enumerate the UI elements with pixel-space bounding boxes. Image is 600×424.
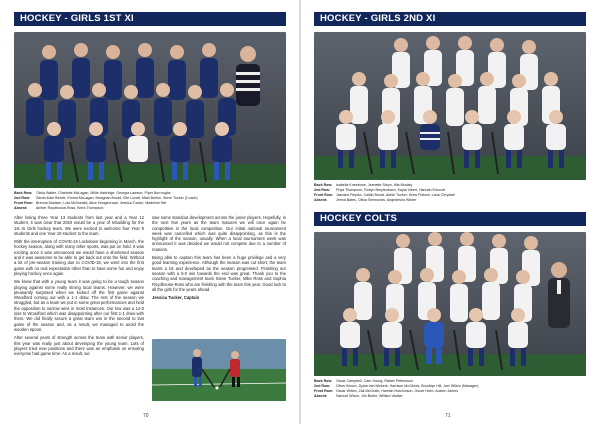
roster-row: 2nd Row: Oliver Brown, Dylan van Niekerk, Harrison McGinnis, Brooklyn Hill, Joel Wilton (Manager) [314,384,479,388]
article-column-1 [14,215,144,359]
page-right [301,0,600,424]
roster-hockey-colts [314,379,586,399]
page-number-right: 71 [445,413,451,419]
roster-row: Back Row: Isabella Kneebone, Jeanette Steyn, Mia Mudaly [314,183,413,187]
roster-girls-1st-xi [14,191,286,211]
title-hockey-colts: HOCKEY COLTS [314,212,586,226]
roster-row: Front Row: Oscar Wilton, Zak McGrath, Hamish Hutchinson, Oscar Holm, Austen James [314,389,459,393]
team-photo-girls-1st-xi [14,32,286,188]
paragraph: We knew that with a young team it was going to be a tough season playing against some really strong local teams. However, we were pleasantly surprised when we kicked off the first game against Woodford coming out with a 1-1 draw. The rest of the season we struggled, but as a team we put in some great performances and held the opposition to narrow wins in most instances. Our low was a 12-0 loss to Woodford which was disappointing after our first 1-1 draw with them. We did finally secure a great team win in the second to last game of the season and, as a result, we managed to avoid the wooden spoon. [14,279,144,332]
paragraph: After several years of strength across the team with senior players, this year was really just about developing the young team. Lots of players tried new positions and there was an emphasis on ensuring everyone had game time. As a result, we [14,335,144,357]
roster-row: Absent: Amber Roydhouse-Ross, Kiera Thompson [14,206,104,210]
page-number-left: 70 [143,413,149,419]
roster-row: 2nd Row: Sarah-Kate Birkett, Emma McLagan, Meaghan Broad, Elle Lovatt, Miah Bolton, Steve Tucker (Coach) [14,196,198,200]
roster-row: Absent: Samuel Wixon, Jim Butler, William Vautier [314,394,403,398]
paragraph: Being able to captain this team has been a huge privilege and a very good learning experience. Although the season was cut short, the team learnt a lot and developed as the season progressed. Finishing our season with a 5-0 win towards the end was great. Thank you to the coaching and management team Steve Tucker, Mike Ross and Sophia Roydhouse-Ross who are finishing with the team this year. Good luck to all the girls for the years ahead. [152,255,286,292]
team-photo-hockey-colts [314,232,586,376]
roster-row: Back Row: Oscar Campbell, Cam Young, Rafael Pettersson [314,379,413,383]
roster-row: Front Row: Jasmine Repiso, Caitlin Broad, Abbie Tucker, Drew Pollock, Lana Chrystall [314,193,455,197]
roster-girls-2nd-xi [314,183,586,203]
roster-row: Absent: Jenna Bates, Olivia Simmonds, Angedesha Winter [314,198,417,202]
team-photo-girls-2nd-xi [314,32,586,180]
page-left [0,0,299,424]
roster-row: 2nd Row: Priya Thompson, Robyn Breytenbach, Kayla Vibert, Hannah Edcourt [314,188,445,192]
roster-row: Back Row: Olivia Walter, Charlotte McLagan, Millie Hartridge, Georgia Lawson, Piper Burroughs [14,191,171,195]
title-girls-2nd-xi: HOCKEY - GIRLS 2ND XI [314,12,586,26]
action-photo-hockey [152,339,286,401]
roster-row: Front Row: Brenna Madsen, Lola McDonald, Alice Hoogenraad, Jessica Tucker, Madeline Nel [14,201,167,205]
paragraph: saw some standout development across the junior players. Hopefully, in the next few years as the team matures we will once again be competitive in the local competition. Our initial national tournament week was cancelled which was quite disappointing, as this is the highlight of the season, usually. When a local tournament week was announced it was decided we would not compete due to a number of reasons. [152,215,286,252]
paragraph: With the interruption of COVID-19 Lockdown beginning in March, the hockey season, along with many other sports, was put on hold. It was exciting once it was announced we would have a shortened season and it was awesome to be able to get back out onto the field. Without a lot of pre-season training due to COVID-19, we went into the first game with no real expectation other than to have some fun and enjoy playing hockey once again. [14,239,144,276]
captain-signature: Jessica Tucker, Captain [152,295,200,301]
paragraph: After losing three Year 13 students from last year and a Year 12 student, it was clear that 2020 would be a year of rebuilding for the 1st XI Girls hockey team. We were excited to welcome four Year 9 students and one Year 10 student to the team. [14,215,144,236]
title-girls-1st-xi: HOCKEY - GIRLS 1ST XI [14,12,286,26]
article-column-2 [152,215,286,303]
